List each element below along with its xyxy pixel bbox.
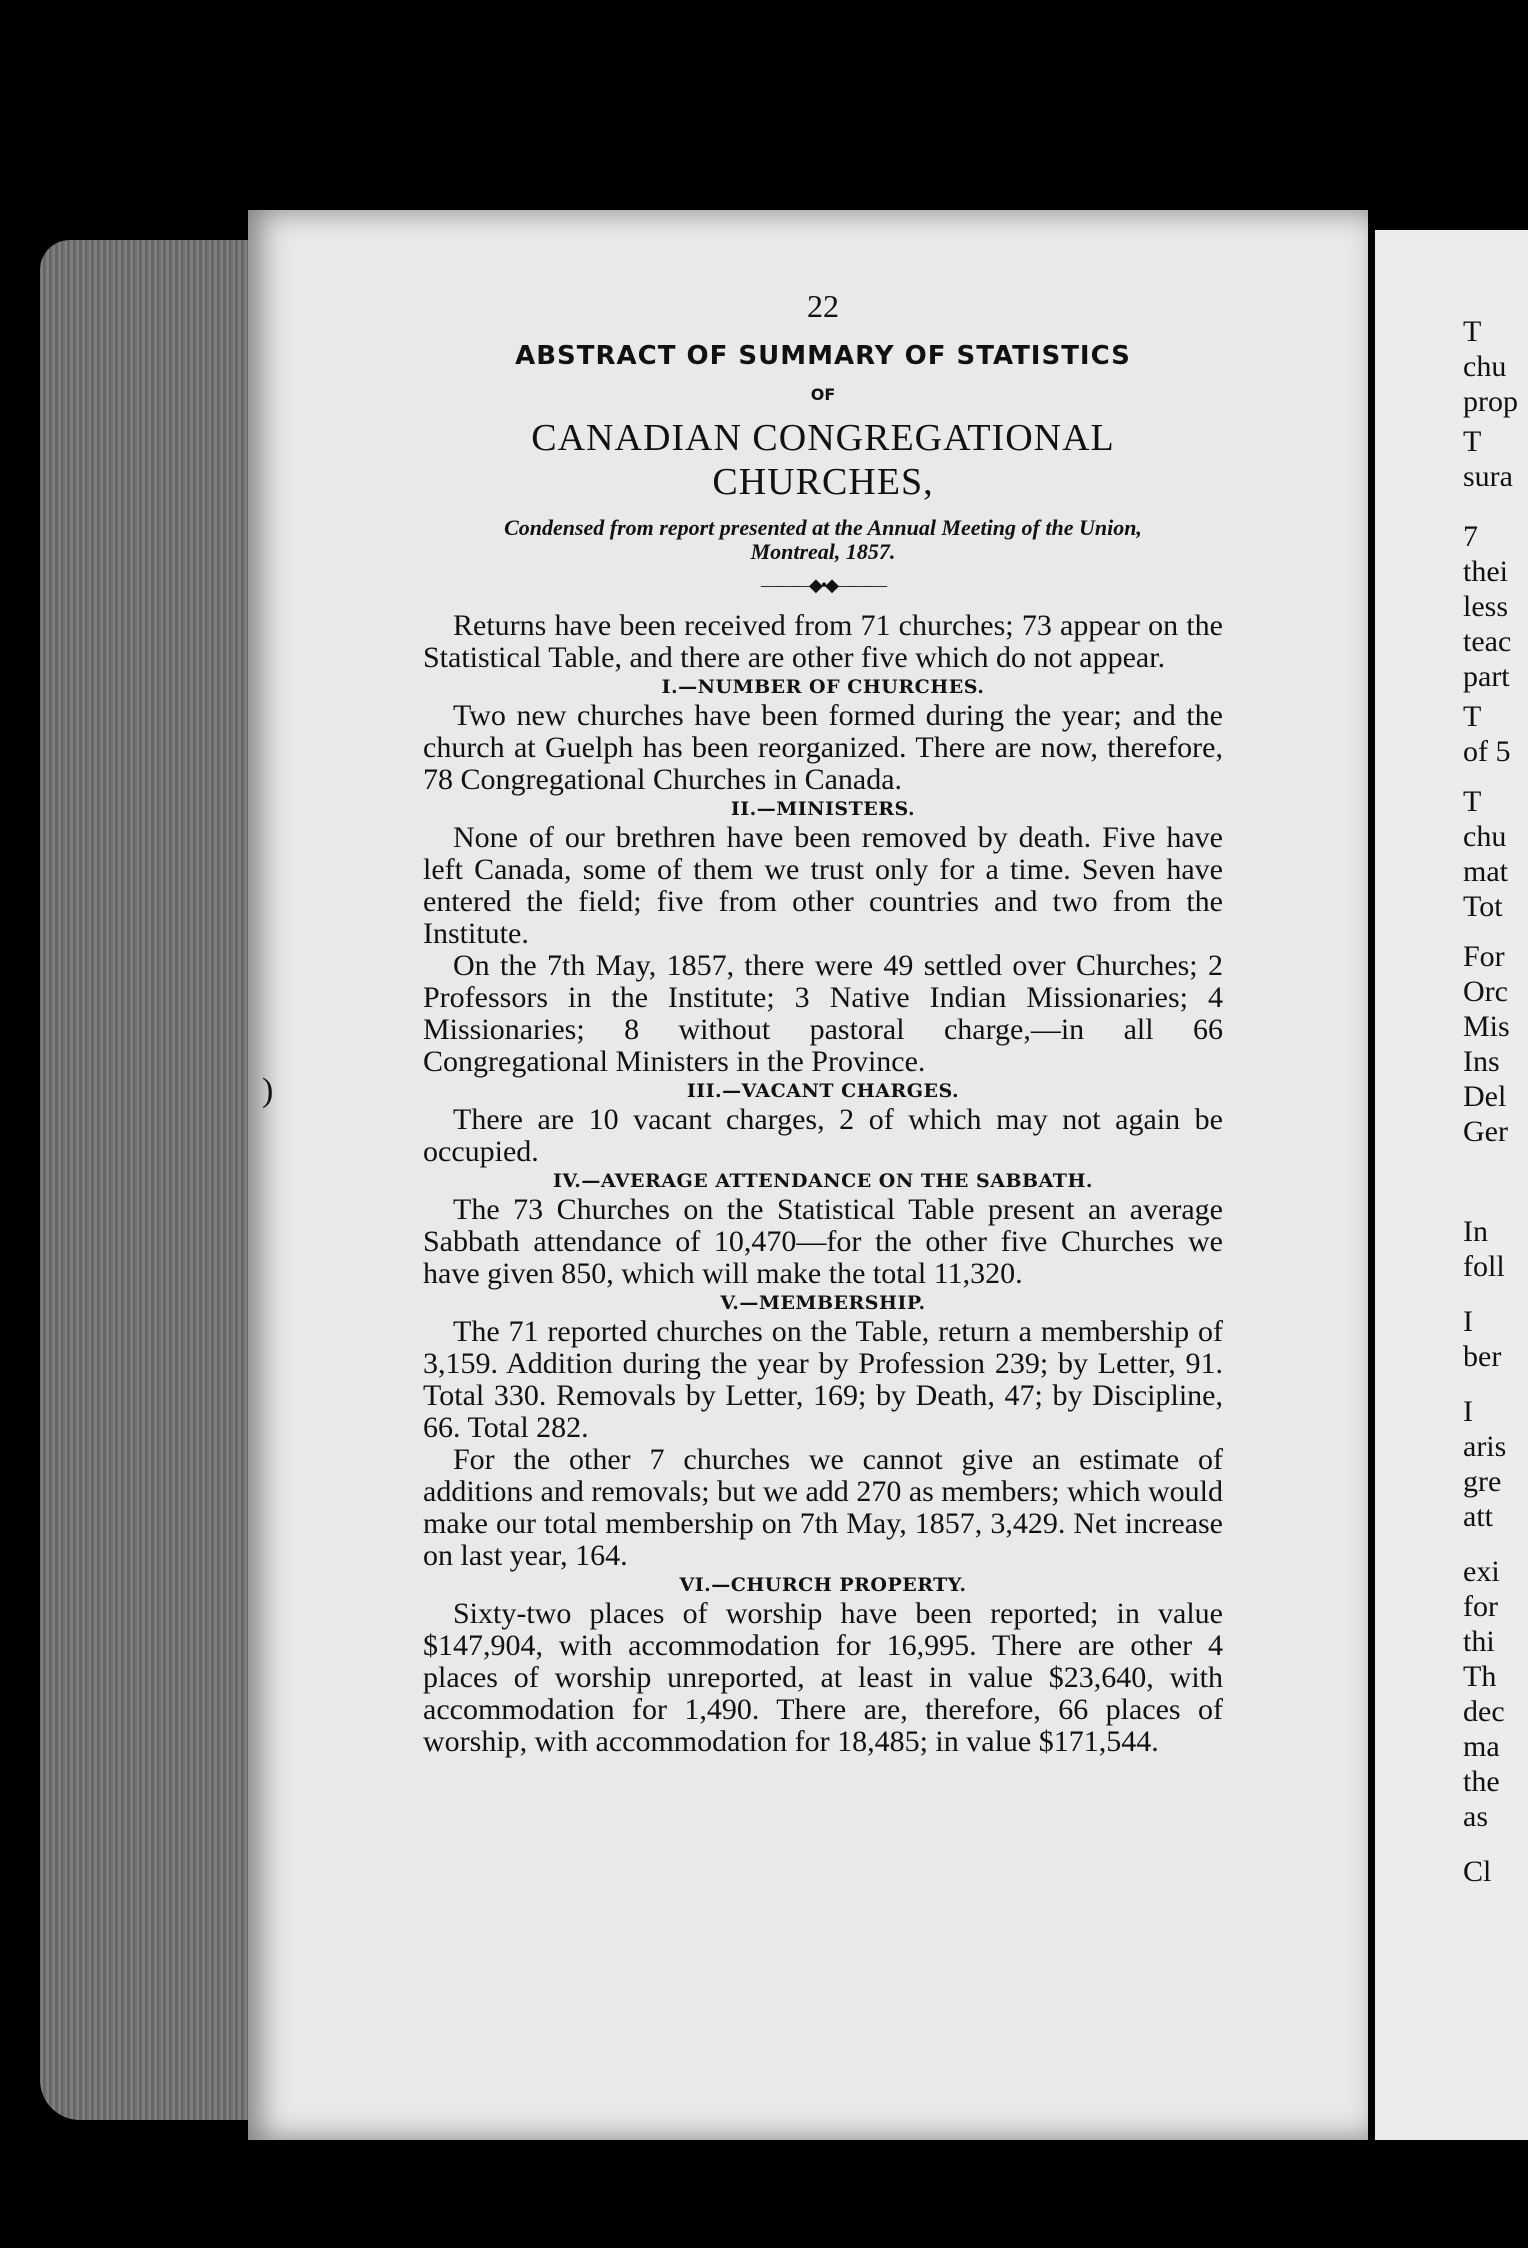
next-page-fragment: T [1463,785,1482,818]
next-page-fragment: dec [1463,1695,1505,1728]
paragraph-ministers-1: None of our brethren have been removed by death. Five have left Canada, some of them we trust only for a time. Seven have entered the field; five from other countries and two from the Institute. [423,821,1223,951]
next-page-edge [1375,230,1528,2140]
section-heading-vacant: III.—VACANT CHARGES. [686,1080,960,1103]
next-page-fragment: thei [1463,555,1508,588]
book-page [248,210,1368,2140]
of-line: OF [810,385,836,404]
next-page-fragment: I [1463,1305,1473,1338]
paragraph-membership-2: For the other 7 churches we cannot give an estimate of additions and removals; but we add 270 as members; which would make our total membership on 7th May, 1857, 3,429. Net increase on last year, 164. [423,1443,1223,1573]
next-page-fragment: for [1463,1590,1498,1623]
next-page-fragment: Tot [1463,890,1503,923]
next-page-fragment: exi [1463,1555,1500,1588]
paragraph-property: Sixty-two places of worship have been reported; in value $147,904, with accommodation for 16,995. There are other 4 places of worship unreported, at least in value $23,640, with accommodation for 1,490. There are, therefore, 66 places of worship, with accommodation for 18,485; in value $171,544. [423,1597,1223,1759]
next-page-fragment: chu [1463,820,1507,853]
abstract-heading: ABSTRACT OF SUMMARY OF STATISTICS [515,341,1131,371]
page-number: 22 [807,288,839,324]
next-page-fragment: T [1463,315,1482,348]
next-page-fragment: aris [1463,1430,1507,1463]
next-page-fragment: Cl [1463,1855,1492,1888]
next-page-fragment: T [1463,425,1482,458]
paragraph-churches: Two new churches have been formed during the year; and the church at Guelph has been reorganized. There are now, therefore, 78 Congregational Churches in Canada. [423,699,1223,797]
next-page-fragment: I [1463,1395,1473,1428]
next-page-fragment: Ger [1463,1115,1508,1148]
next-page-fragment: gre [1463,1465,1502,1498]
paragraph-attendance: The 73 Churches on the Statistical Table present an average Sabbath attendance of 10,470—for the other five Churches we have given 850, which will make the total 11,320. [423,1193,1223,1291]
next-page-fragment: as [1463,1800,1488,1833]
next-page-fragment: mat [1463,855,1508,888]
subtitle-line-2: Montreal, 1857. [750,539,896,565]
intro-paragraph: Returns have been received from 71 churches; 73 appear on the Statistical Table, and there are other five which do not appear. [423,609,1223,675]
paragraph-vacant: There are 10 vacant charges, 2 of which may not again be occupied. [423,1103,1223,1169]
next-page-fragment: less [1463,590,1508,623]
next-page-fragment: chu [1463,350,1507,383]
section-heading-churches: I.—NUMBER OF CHURCHES. [661,676,985,699]
next-page-fragment: Mis [1463,1010,1510,1043]
page-content [423,288,1223,1758]
next-page-fragment: thi [1463,1625,1495,1658]
next-page-fragment: In [1463,1215,1488,1248]
next-page-fragment: T [1463,700,1482,733]
next-page-fragment: Th [1463,1660,1497,1693]
next-page-fragment: prop [1463,385,1518,418]
ornament-divider: ———◆•◆——— [761,575,885,596]
stray-mark: ) [262,1072,274,1109]
section-heading-property: VI.—CHURCH PROPERTY. [679,1574,967,1597]
paragraph-ministers-2: On the 7th May, 1857, there were 49 settled over Churches; 2 Professors in the Institute; 3 Native Indian Missionaries; 4 Missionaries; 8 without pastoral charge,—in all 66 Congregational Ministers in the Province. [423,949,1223,1079]
book-edge [40,240,255,2120]
next-page-fragment: Orc [1463,975,1508,1008]
main-title: CANADIAN CONGREGATIONAL CHURCHES, [531,417,1115,503]
subtitle-line-1: Condensed from report presented at the Annual Meeting of the Union, [504,515,1142,540]
next-page-fragment: att [1463,1500,1493,1533]
next-page-fragment: Del [1463,1080,1507,1113]
section-heading-ministers: II.—MINISTERS. [730,798,916,821]
next-page-fragment: the [1463,1765,1500,1798]
section-heading-attendance: IV.—AVERAGE ATTENDANCE ON THE SABBATH. [552,1170,1094,1193]
next-page-fragment: Ins [1463,1045,1500,1078]
next-page-fragment: ma [1463,1730,1500,1763]
next-page-fragment: teac [1463,625,1512,658]
next-page-fragment: part [1463,660,1510,693]
next-page-fragment: of 5 [1463,735,1511,768]
next-page-fragment: ber [1463,1340,1502,1373]
next-page-fragment: sura [1463,460,1513,493]
next-page-fragment: 7 [1463,520,1478,553]
next-page-fragment: For [1463,940,1505,973]
next-page-fragment: foll [1463,1250,1505,1283]
paragraph-membership-1: The 71 reported churches on the Table, return a membership of 3,159. Addition during the year by Profession 239; by Letter, 91. Total 330. Removals by Letter, 169; by Death, 47; by Discipline, 66. Total 282. [423,1315,1223,1445]
section-heading-membership: V.—MEMBERSHIP. [720,1292,926,1315]
